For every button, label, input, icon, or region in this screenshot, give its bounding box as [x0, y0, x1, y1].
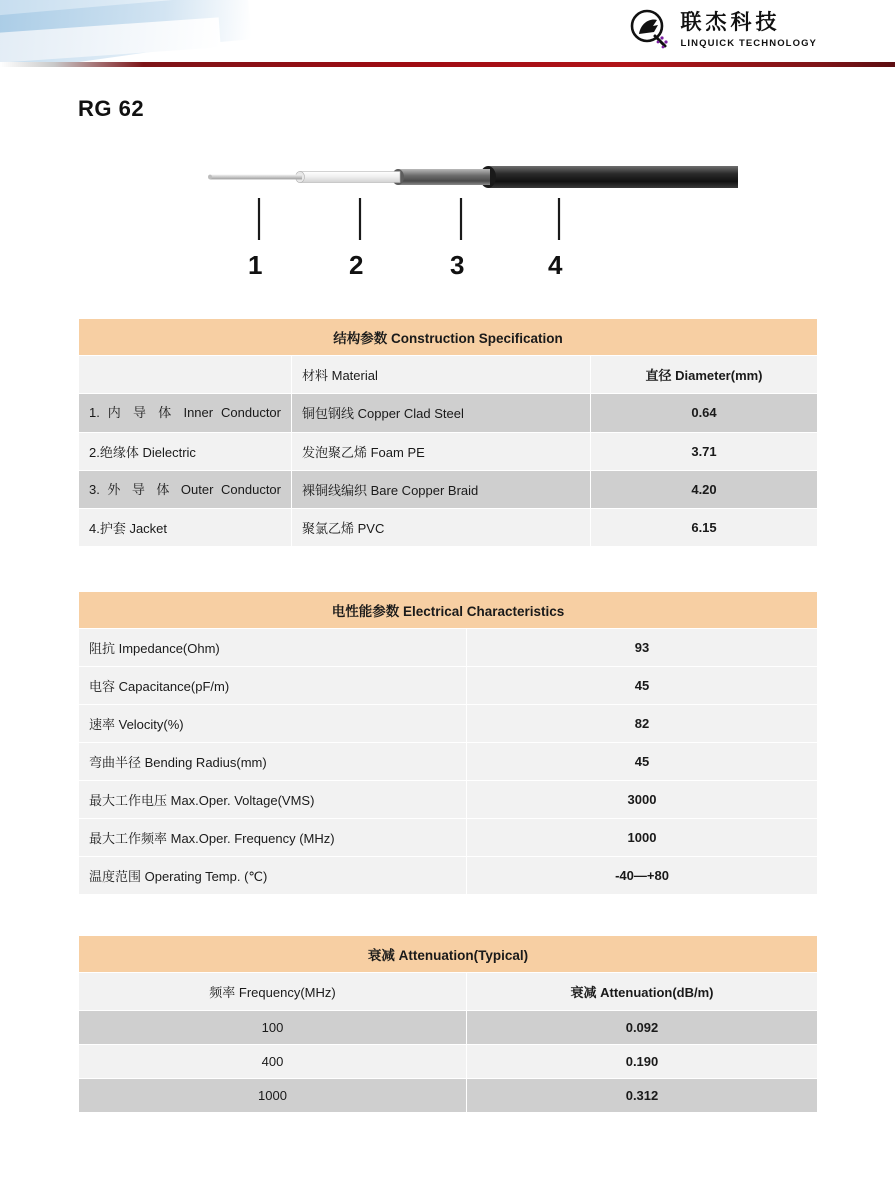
table-row — [79, 509, 818, 547]
construction-table-title-row — [79, 319, 818, 356]
construction-col-diameter: 直径 Diameter(mm) — [591, 356, 818, 394]
construction-table-title: 结构参数 Construction Specification — [79, 319, 818, 356]
electrical-table-title-row — [79, 592, 818, 629]
table-row — [79, 394, 818, 433]
electrical-name-2: 电容 Capacitance(pF/m) — [79, 667, 467, 705]
table-row — [79, 1011, 818, 1045]
construction-material-3: 裸铜线编织 Bare Copper Braid — [292, 470, 591, 509]
attenuation-header-row — [79, 973, 818, 1011]
table-row — [79, 1079, 818, 1113]
electrical-value-5: 3000 — [467, 781, 818, 819]
linquick-logo-icon — [627, 8, 671, 52]
attenuation-value-1: 0.092 — [467, 1011, 818, 1045]
construction-col-blank — [79, 356, 292, 394]
electrical-value-2: 45 — [467, 667, 818, 705]
construction-header-row — [79, 356, 818, 394]
construction-layer-1: 1. 内 导 体 Inner Conductor — [79, 394, 292, 433]
page-header — [0, 0, 895, 72]
construction-diameter-2: 3.71 — [591, 432, 818, 470]
electrical-name-7: 温度范围 Operating Temp. (℃) — [79, 857, 467, 895]
electrical-value-3: 82 — [467, 705, 818, 743]
construction-layer-3: 3. 外 导 体 Outer Conductor — [79, 470, 292, 509]
electrical-name-4: 弯曲半径 Bending Radius(mm) — [79, 743, 467, 781]
electrical-value-1: 93 — [467, 629, 818, 667]
table-row — [79, 781, 818, 819]
electrical-characteristics-table — [78, 591, 817, 895]
attenuation-freq-2: 400 — [79, 1045, 467, 1079]
logo-text-en: LINQUICK TECHNOLOGY — [680, 37, 817, 49]
diagram-label-4: 4 — [548, 250, 563, 280]
construction-material-2: 发泡聚乙烯 Foam PE — [292, 432, 591, 470]
electrical-value-4: 45 — [467, 743, 818, 781]
attenuation-freq-1: 100 — [79, 1011, 467, 1045]
construction-material-4: 聚氯乙烯 PVC — [292, 509, 591, 547]
attenuation-table-title: 衰减 Attenuation(Typical) — [79, 936, 818, 973]
attenuation-freq-3: 1000 — [79, 1079, 467, 1113]
table-row — [79, 629, 818, 667]
logo-text-cn: 联杰科技 — [680, 10, 781, 34]
construction-specification-table — [78, 318, 817, 547]
table-row — [79, 705, 818, 743]
attenuation-col-attenuation: 衰减 Attenuation(dB/m) — [467, 973, 818, 1011]
construction-layer-4: 4.护套 Jacket — [79, 509, 292, 547]
table-row — [79, 743, 818, 781]
company-logo — [627, 8, 817, 52]
electrical-table-title: 电性能参数 Electrical Characteristics — [79, 592, 818, 629]
construction-material-1: 铜包钢线 Copper Clad Steel — [292, 394, 591, 433]
table-row — [79, 1045, 818, 1079]
electrical-name-5: 最大工作电压 Max.Oper. Voltage(VMS) — [79, 781, 467, 819]
table-row — [79, 432, 818, 470]
electrical-value-7: -40—+80 — [467, 857, 818, 895]
attenuation-col-frequency: 频率 Frequency(MHz) — [79, 973, 467, 1011]
electrical-value-6: 1000 — [467, 819, 818, 857]
table-row — [79, 667, 818, 705]
attenuation-value-3: 0.312 — [467, 1079, 818, 1113]
header-decorative-banner — [0, 0, 330, 62]
attenuation-table — [78, 935, 817, 1113]
diagram-label-2: 2 — [349, 250, 364, 280]
electrical-name-6: 最大工作频率 Max.Oper. Frequency (MHz) — [79, 819, 467, 857]
construction-col-material: 材料 Material — [292, 356, 591, 394]
diagram-label-3: 3 — [450, 250, 465, 280]
header-divider-rule — [0, 62, 895, 67]
attenuation-table-title-row — [79, 936, 818, 973]
construction-diameter-4: 6.15 — [591, 509, 818, 547]
cable-cross-section-diagram — [0, 128, 895, 318]
electrical-name-3: 速率 Velocity(%) — [79, 705, 467, 743]
construction-diameter-1: 0.64 — [591, 394, 818, 433]
diagram-label-1: 1 — [248, 250, 263, 280]
attenuation-value-2: 0.190 — [467, 1045, 818, 1079]
table-row — [79, 857, 818, 895]
table-row — [79, 470, 818, 509]
construction-diameter-3: 4.20 — [591, 470, 818, 509]
electrical-name-1: 阻抗 Impedance(Ohm) — [79, 629, 467, 667]
page-title: RG 62 — [78, 96, 145, 121]
construction-layer-2: 2.绝缘体 Dielectric — [79, 432, 292, 470]
table-row — [79, 819, 818, 857]
